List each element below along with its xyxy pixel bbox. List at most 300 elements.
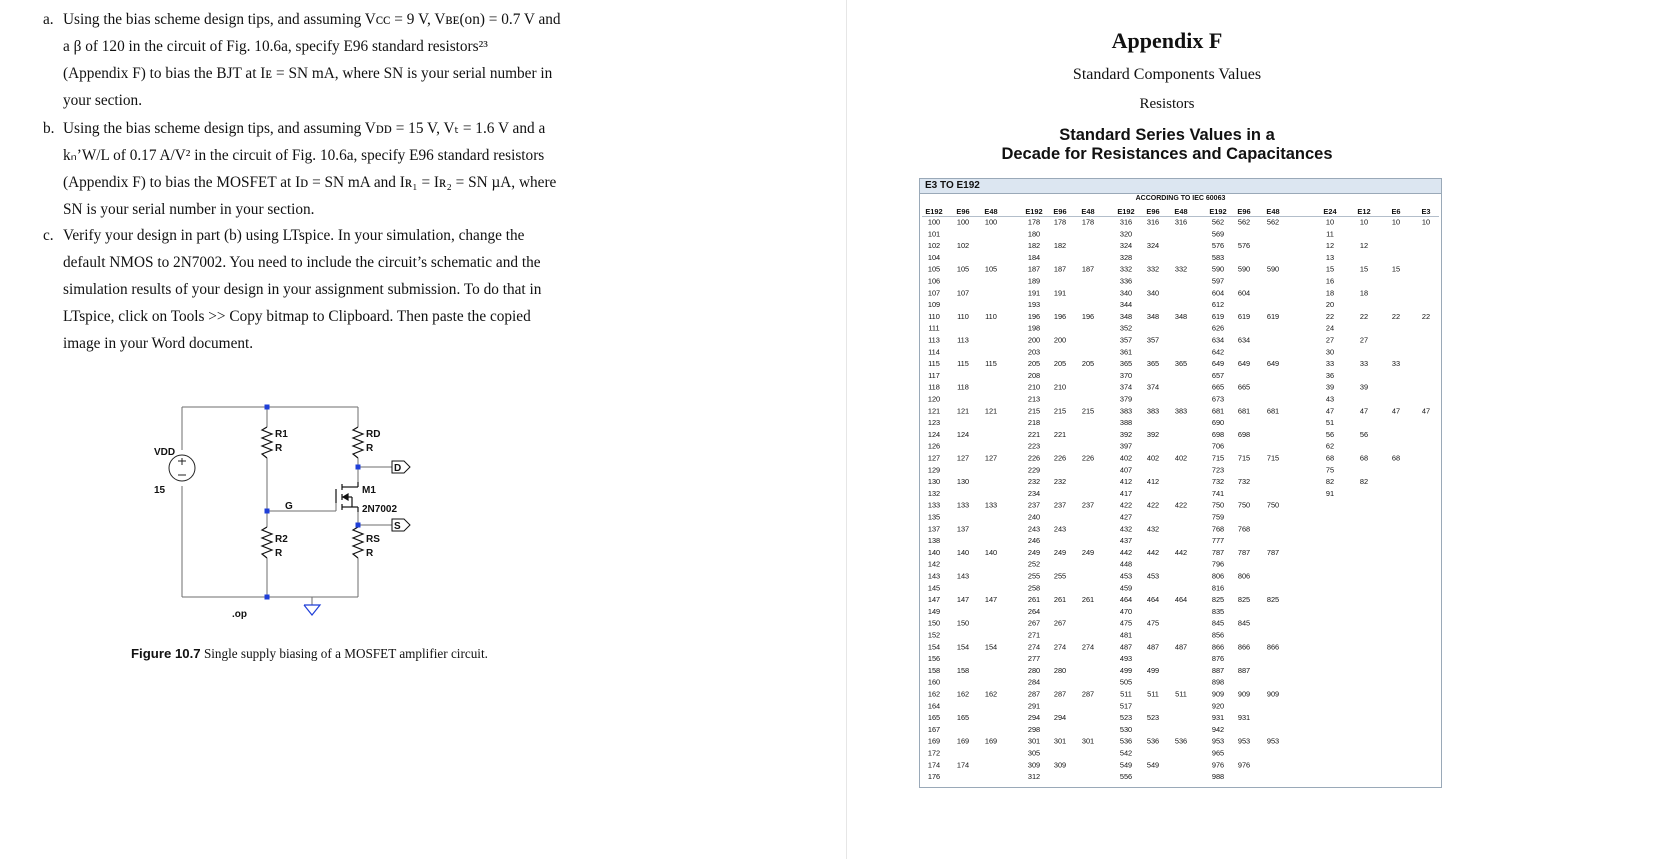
cell-e192: 309 [1027,760,1041,770]
cell-e192: 988 [1211,772,1225,782]
cell-e192: 681 [1211,406,1225,416]
gate-label: G [285,501,293,512]
cell-e192: 203 [1027,347,1041,357]
table-subtitle: ACCORDING TO IEC 60063 [1135,195,1226,202]
cell-e24: 24 [1325,323,1335,333]
cell-e96: 113 [957,335,969,345]
column-header: E12 [1357,207,1371,216]
question-line: Using the bias scheme design tips, and assuming Vᴄᴄ = 9 V, Vʙᴇ(on) = 0.7 V and [63,11,561,28]
cell-e96: 806 [1237,571,1251,581]
cell-e192: 147 [927,595,941,605]
cell-e192: 208 [1027,370,1041,380]
cell-e192: 741 [1211,488,1225,498]
cell-e192: 352 [1119,323,1133,333]
cell-e96: 976 [1237,760,1251,770]
table-title: E3 TO E192 [920,179,1441,194]
cell-e48: 154 [984,642,998,652]
cell-e192: 176 [927,772,941,782]
question-line: Using the bias scheme design tips, and assuming Vᴅᴅ = 15 V, Vₜ = 1.6 V and a [63,120,546,137]
cell-e96: 154 [956,642,970,652]
cell-e96: 127 [956,453,970,463]
appendix-subtitle: Standard Components Values [1072,66,1262,83]
cell-e24: 10 [1325,217,1335,227]
cell-e96: 267 [1053,618,1067,628]
cell-e96: 931 [1237,713,1251,723]
cell-e48: 226 [1081,453,1095,463]
cell-e12: 15 [1359,264,1369,274]
cell-e96: 357 [1146,335,1160,345]
cell-e192: 255 [1027,571,1041,581]
cell-e96: 332 [1146,264,1160,274]
cell-e192: 123 [927,418,941,428]
cell-e48: 715 [1266,453,1280,463]
cell-e48: 750 [1266,500,1280,510]
cell-e192: 284 [1027,677,1041,687]
cell-e24: 15 [1325,264,1335,274]
cell-e192: 324 [1119,241,1133,251]
cell-e96: 348 [1146,311,1160,321]
cell-e96: 634 [1237,335,1251,345]
cell-e192: 835 [1211,606,1225,616]
cell-e192: 267 [1027,618,1041,628]
column-header: E6 [1391,207,1401,216]
cell-e96: 562 [1237,217,1251,227]
cell-e192: 174 [927,760,941,770]
cell-e12: 27 [1359,335,1369,345]
cell-e96: 523 [1146,713,1160,723]
column-header: E96 [956,207,970,216]
cell-e192: 101 [927,229,941,239]
cell-e192: 604 [1211,288,1225,298]
cell-e192: 160 [927,677,941,687]
question-line: Verify your design in part (b) using LTspice. In your simulation, change the [63,227,525,244]
column-header: E48 [984,207,998,216]
cell-e96: 100 [956,217,970,227]
cell-e192: 118 [928,382,940,392]
cell-e48: 110 [985,311,997,321]
cell-e192: 365 [1119,359,1133,369]
cell-e96: 887 [1237,665,1251,675]
cell-e192: 193 [1027,300,1041,310]
cell-e192: 931 [1211,713,1225,723]
cell-e12: 18 [1359,288,1369,298]
cell-e192: 132 [927,488,941,498]
cell-e192: 154 [927,642,941,652]
cell-e192: 261 [1027,595,1041,605]
rs-label: RS [366,534,380,545]
cell-e192: 105 [927,264,941,274]
cell-e192: 149 [927,606,941,616]
r1-value: R [275,443,283,454]
cell-e192: 172 [927,748,941,758]
cell-e48: 953 [1266,736,1280,746]
cell-e192: 422 [1119,500,1133,510]
cell-e192: 215 [1027,406,1041,416]
cell-e192: 152 [927,630,941,640]
cell-e96: 133 [956,500,970,510]
cell-e192: 274 [1027,642,1041,652]
cell-e192: 442 [1119,547,1133,557]
question-line: (Appendix F) to bias the BJT at Iᴇ = SN mA, where SN is your serial number in [63,65,553,82]
cell-e192: 412 [1119,477,1133,487]
cell-e48: 619 [1266,311,1280,321]
cell-e192: 205 [1027,359,1041,369]
cell-e48: 249 [1081,547,1095,557]
rs-value: R [366,548,374,559]
cell-e96: 464 [1146,595,1160,605]
ground-icon [304,605,320,615]
cell-e96: 105 [956,264,970,274]
cell-e96: 158 [956,665,970,675]
column-header: E48 [1266,207,1280,216]
cell-e96: 115 [957,359,969,369]
cell-e192: 523 [1119,713,1133,723]
figure-caption [131,646,488,662]
cell-e48: 590 [1266,264,1280,274]
cell-e192: 167 [927,724,941,734]
cell-e96: 249 [1053,547,1067,557]
cell-e96: 287 [1053,689,1067,699]
cell-e24: 16 [1325,276,1335,286]
cell-e192: 158 [927,665,941,675]
cell-e192: 464 [1119,595,1133,605]
cell-e48: 261 [1081,595,1095,605]
cell-e192: 806 [1211,571,1225,581]
question-line: (Appendix F) to bias the MOSFET at Iᴅ = SN mA and Iʀ₁ = Iʀ₂ = SN µA, where [63,174,557,191]
cell-e48: 237 [1081,500,1095,510]
question-label: a. [43,11,54,28]
cell-e96: 340 [1146,288,1160,298]
cell-e192: 453 [1119,571,1133,581]
question-label: b. [43,120,55,137]
cell-e192: 258 [1027,583,1041,593]
cell-e192: 768 [1211,524,1225,534]
cell-e192: 407 [1119,465,1133,475]
cell-e12: 39 [1359,382,1369,392]
cell-e12: 47 [1359,406,1369,416]
cell-e192: 361 [1119,347,1133,357]
cell-e24: 20 [1325,300,1335,310]
cell-e96: 221 [1053,429,1067,439]
cell-e96: 715 [1237,453,1251,463]
cell-e192: 657 [1211,370,1225,380]
cell-e192: 612 [1211,300,1225,310]
cell-e192: 113 [928,335,940,345]
cell-e96: 162 [956,689,970,699]
column-header: E192 [1025,207,1043,216]
r2-label: R2 [275,534,288,545]
cell-e24: 82 [1325,477,1335,487]
cell-e192: 145 [927,583,941,593]
cell-e192: 126 [927,441,941,451]
cell-e192: 189 [1027,276,1041,286]
cell-e192: 340 [1119,288,1133,298]
vdd-label: VDD [154,447,176,458]
column-header: E192 [1117,207,1135,216]
cell-e96: 374 [1146,382,1160,392]
cell-e192: 816 [1211,583,1225,593]
cell-e24: 75 [1325,465,1335,475]
cell-e192: 898 [1211,677,1225,687]
figure-number: Figure 10.7 [131,646,201,661]
cell-e96: 130 [956,477,970,487]
cell-e192: 777 [1211,536,1225,546]
appendix-title: Appendix F [1111,28,1223,53]
cell-e192: 759 [1211,512,1225,522]
drain-label: D [394,463,402,474]
cell-e6: 22 [1391,311,1401,321]
cell-e192: 530 [1119,724,1133,734]
cell-e192: 357 [1119,335,1133,345]
cell-e192: 583 [1211,252,1225,262]
cell-e96: 121 [956,406,970,416]
cell-e48: 332 [1174,264,1188,274]
cell-e96: 118 [957,382,969,392]
cell-e192: 156 [927,654,941,664]
cell-e192: 402 [1119,453,1133,463]
cell-e3: 22 [1421,311,1431,321]
cell-e96: 365 [1146,359,1160,369]
cell-e96: 147 [956,595,970,605]
cell-e192: 291 [1027,701,1041,711]
cell-e48: 825 [1266,595,1280,605]
cell-e96: 150 [956,618,970,628]
cell-e192: 138 [927,536,941,546]
cell-e12: 22 [1359,311,1369,321]
cell-e96: 182 [1053,241,1067,251]
cell-e192: 825 [1211,595,1225,605]
cell-e192: 392 [1119,429,1133,439]
cell-e24: 91 [1325,488,1335,498]
cell-e192: 100 [927,217,941,227]
cell-e96: 665 [1237,382,1251,392]
cell-e96: 768 [1237,524,1251,534]
cell-e192: 397 [1119,441,1133,451]
cell-e192: 237 [1027,500,1041,510]
cell-e192: 107 [927,288,941,298]
cell-e192: 569 [1211,229,1225,239]
cell-e192: 133 [927,500,941,510]
cell-e96: 237 [1053,500,1067,510]
question-line: default NMOS to 2N7002. You need to include the circuit’s schematic and the [63,254,541,271]
cell-e6: 33 [1391,359,1401,369]
cell-e192: 110 [928,311,940,321]
cell-e24: 62 [1325,441,1335,451]
vdd-value: 15 [154,485,166,496]
cell-e96: 392 [1146,429,1160,439]
cell-e192: 597 [1211,276,1225,286]
cell-e192: 180 [1027,229,1041,239]
cell-e192: 223 [1027,441,1041,451]
cell-e192: 576 [1211,241,1225,251]
cell-e96: 124 [956,429,970,439]
cell-e192: 437 [1119,536,1133,546]
cell-e6: 15 [1391,264,1401,274]
cell-e6: 68 [1391,453,1401,463]
cell-e96: 143 [956,571,970,581]
cell-e24: 56 [1325,429,1335,439]
table-grid [920,179,1441,787]
cell-e192: 432 [1119,524,1133,534]
cell-e192: 111 [928,323,940,333]
cell-e192: 252 [1027,559,1041,569]
cell-e24: 39 [1325,382,1335,392]
cell-e192: 787 [1211,547,1225,557]
cell-e192: 374 [1119,382,1133,392]
cell-e192: 150 [927,618,941,628]
cell-e192: 866 [1211,642,1225,652]
cell-e48: 178 [1081,217,1095,227]
cell-e192: 182 [1027,241,1041,251]
cell-e48: 127 [984,453,998,463]
cell-e96: 453 [1146,571,1160,581]
cell-e192: 336 [1119,276,1133,286]
question-line: LTspice, click on Tools >> Copy bitmap to Clipboard. Then paste the copied [63,308,531,325]
cell-e192: 178 [1027,217,1041,227]
cell-e192: 549 [1119,760,1133,770]
cell-e96: 576 [1237,241,1251,251]
cell-e96: 196 [1053,311,1067,321]
cell-e192: 142 [927,559,941,569]
cell-e192: 213 [1027,394,1041,404]
cell-e192: 953 [1211,736,1225,746]
cell-e48: 402 [1174,453,1188,463]
cell-e192: 673 [1211,394,1225,404]
cell-e48: 787 [1266,547,1280,557]
cell-e192: 750 [1211,500,1225,510]
cell-e6: 10 [1391,217,1401,227]
cell-e24: 18 [1325,288,1335,298]
cell-e48: 511 [1175,689,1187,699]
cell-e12: 82 [1359,477,1369,487]
cell-e48: 100 [984,217,998,227]
cell-e192: 312 [1027,772,1041,782]
cell-e96: 825 [1237,595,1251,605]
cell-e12: 33 [1359,359,1369,369]
cell-e96: 750 [1237,500,1251,510]
cell-e96: 174 [956,760,970,770]
cell-e192: 909 [1211,689,1225,699]
cell-e96: 549 [1146,760,1160,770]
cell-e24: 30 [1325,347,1335,357]
cell-e48: 121 [984,406,998,416]
cell-e192: 649 [1211,359,1225,369]
m1-label: M1 [362,485,376,496]
cell-e192: 229 [1027,465,1041,475]
cell-e192: 665 [1211,382,1225,392]
cell-e192: 243 [1027,524,1041,534]
cell-e96: 422 [1146,500,1160,510]
cell-e192: 493 [1119,654,1133,664]
cell-e192: 301 [1027,736,1041,746]
cell-e96: 102 [956,241,970,251]
cell-e192: 264 [1027,606,1041,616]
cell-e48: 866 [1266,642,1280,652]
column-header: E96 [1053,207,1067,216]
cell-e192: 198 [1027,323,1041,333]
column-header: E48 [1174,207,1188,216]
cell-e192: 184 [1027,252,1041,262]
cell-e48: 196 [1081,311,1095,321]
cell-e192: 856 [1211,630,1225,640]
cell-e96: 787 [1237,547,1251,557]
cell-e96: 294 [1053,713,1067,723]
cell-e192: 942 [1211,724,1225,734]
cell-e48: 487 [1174,642,1188,652]
cell-e6: 47 [1391,406,1401,416]
cell-e192: 109 [927,300,941,310]
cell-e192: 976 [1211,760,1225,770]
cell-e96: 909 [1237,689,1251,699]
cell-e192: 505 [1119,677,1133,687]
cell-e48: 215 [1081,406,1095,416]
mosfet-m1 [336,482,358,512]
cell-e192: 706 [1211,441,1225,451]
cell-e192: 499 [1119,665,1133,675]
cell-e192: 536 [1119,736,1133,746]
cell-e96: 215 [1053,406,1067,416]
cell-e192: 698 [1211,429,1225,439]
cell-e192: 294 [1027,713,1041,723]
cell-e48: 562 [1266,217,1280,227]
figure-text: Single supply biasing of a MOSFET amplifier circuit. [203,646,488,661]
cell-e48: 274 [1081,642,1095,652]
cell-e192: 232 [1027,477,1041,487]
cell-e96: 140 [956,547,970,557]
cell-e24: 11 [1326,229,1334,239]
cell-e96: 191 [1053,288,1067,298]
cell-e192: 305 [1027,748,1041,758]
cell-e192: 417 [1119,488,1133,498]
cell-e192: 715 [1211,453,1225,463]
cell-e48: 187 [1081,264,1095,274]
cell-e96: 200 [1053,335,1067,345]
cell-e192: 137 [927,524,941,534]
cell-e48: 162 [984,689,998,699]
cell-e192: 240 [1027,512,1041,522]
cell-e96: 604 [1237,288,1251,298]
cell-e192: 475 [1119,618,1133,628]
cell-e48: 140 [984,547,998,557]
cell-e192: 379 [1119,394,1133,404]
cell-e192: 590 [1211,264,1225,274]
cell-e192: 249 [1027,547,1041,557]
cell-e192: 965 [1211,748,1225,758]
cell-e192: 920 [1211,701,1225,711]
cell-e48: 383 [1174,406,1188,416]
cell-e96: 178 [1053,217,1067,227]
cell-e24: 27 [1325,335,1335,345]
cell-e192: 140 [927,547,941,557]
cell-e192: 226 [1027,453,1041,463]
cell-e96: 316 [1146,217,1160,227]
rd-label: RD [366,429,381,440]
cell-e24: 47 [1325,406,1335,416]
cell-e192: 542 [1119,748,1133,758]
cell-e192: 271 [1027,630,1041,640]
cell-e48: 287 [1081,689,1095,699]
cell-e96: 169 [956,736,970,746]
question-label: c. [43,227,54,244]
cell-e12: 56 [1359,429,1369,439]
cell-e192: 169 [927,736,941,746]
cell-e96: 301 [1053,736,1067,746]
column-header: E48 [1081,207,1095,216]
cell-e192: 187 [1027,264,1041,274]
cell-e96: 953 [1237,736,1251,746]
cell-e192: 388 [1119,418,1133,428]
cell-e96: 432 [1146,524,1160,534]
